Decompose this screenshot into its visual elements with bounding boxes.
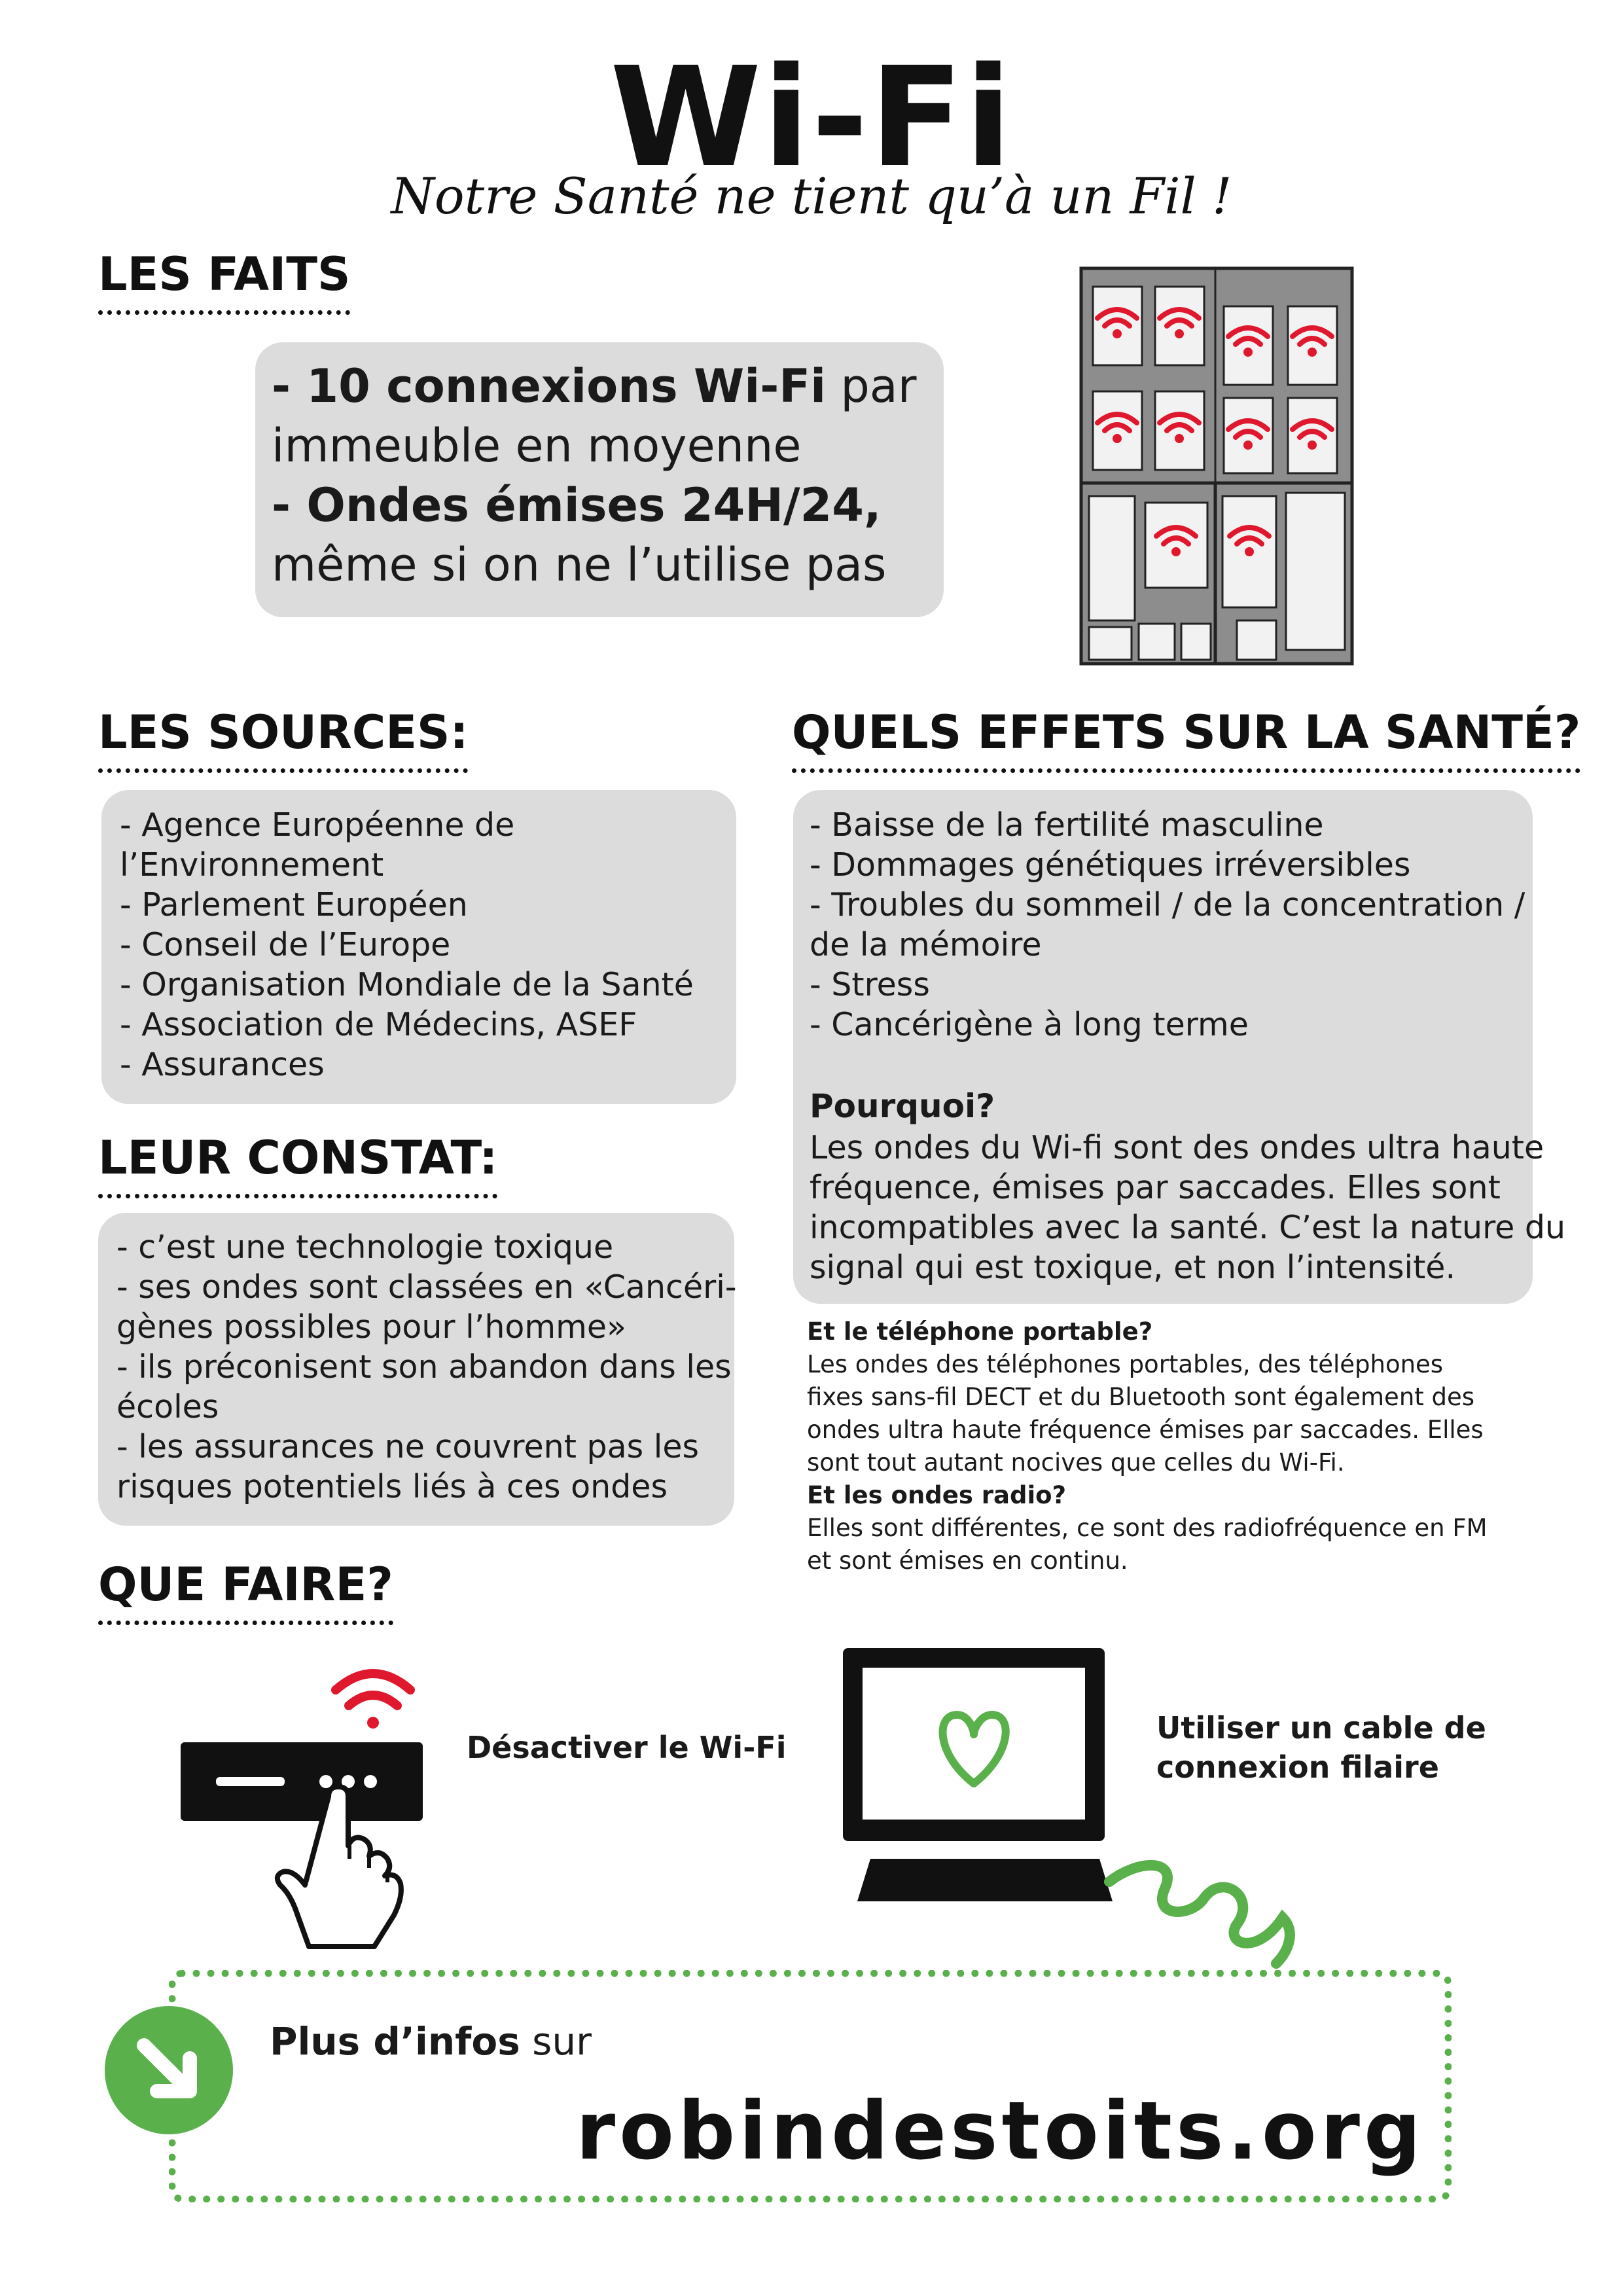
- cable-line1: Utiliser un cable de: [1156, 1710, 1486, 1746]
- cable-line2: connexion filaire: [1156, 1749, 1439, 1785]
- list-item: de la mémoire: [810, 926, 1042, 963]
- list-item: - Cancérigène à long terme: [810, 1006, 1249, 1043]
- list-item: - les assurances ne couvrent pas les: [116, 1428, 700, 1465]
- effects-heading: QUELS EFFETS SUR LA SANTÉ?: [792, 706, 1580, 773]
- phone-title: Et le téléphone portable?: [807, 1318, 1153, 1346]
- list-item: - Agence Européenne de: [120, 806, 515, 844]
- list-item: - Stress: [810, 966, 930, 1003]
- constat-heading: LEUR CONSTAT:: [98, 1131, 497, 1198]
- why-line: incompatibles avec la santé. C’est la nature du: [810, 1209, 1566, 1246]
- arrow-down-right-icon: [103, 2005, 234, 2136]
- more-info-bold: Plus d’infos: [270, 2019, 520, 2064]
- facts-line1-bold: - 10 connexions Wi-Fi: [272, 359, 827, 413]
- list-item: - Organisation Mondiale de la Santé: [120, 966, 694, 1003]
- facts-line3-bold: - Ondes émises 24H/24,: [272, 478, 882, 532]
- more-info: [270, 2019, 592, 2064]
- radio-line: Elles sont différentes, ce sont des radiofréquence en FM: [807, 1514, 1488, 1542]
- list-item: - Assurances: [120, 1046, 325, 1083]
- phone-section: [807, 1316, 1488, 1577]
- facts-line2: immeuble en moyenne: [272, 419, 802, 473]
- why-title: Pourquoi?: [810, 1087, 995, 1125]
- sources-heading: LES SOURCES:: [98, 706, 468, 773]
- why-line: Les ondes du Wi-fi sont des ondes ultra haute: [810, 1129, 1544, 1166]
- list-item: risques potentiels liés à ces ondes: [116, 1468, 668, 1505]
- phone-line: fixes sans-fil DECT et du Bluetooth sont également des: [807, 1383, 1475, 1411]
- list-item: écoles: [116, 1388, 219, 1426]
- why-line: signal qui est toxique, et non l’intensité.: [810, 1249, 1456, 1286]
- disable-wifi-label: Désactiver le Wi-Fi: [467, 1730, 787, 1765]
- cable-label: [1156, 1708, 1486, 1787]
- facts-line1-rest: par: [826, 359, 917, 413]
- facts-heading: LES FAITS: [98, 247, 350, 315]
- phone-line: ondes ultra haute fréquence émises par saccades. Elles: [807, 1416, 1484, 1444]
- list-item: - Association de Médecins, ASEF: [120, 1006, 637, 1043]
- computer-icon: [838, 1643, 1309, 1990]
- why-line: fréquence, émises par saccades. Elles sont: [810, 1169, 1501, 1206]
- list-item: - Troubles du sommeil / de la concentration /: [810, 886, 1525, 924]
- actions-heading: QUE FAIRE?: [98, 1558, 393, 1625]
- page-subtitle: Notre Santé ne tient qu’à un Fil !: [391, 167, 1232, 225]
- phone-line: Les ondes des téléphones portables, des téléphones: [807, 1350, 1444, 1378]
- list-item: - Dommages génétiques irréversibles: [810, 846, 1411, 884]
- radio-line: et sont émises en continu.: [807, 1547, 1128, 1575]
- constat-list: [116, 1227, 737, 1507]
- facts-line4: même si on ne l’utilise pas: [272, 538, 887, 592]
- website-link[interactable]: robindestoits.org: [576, 2085, 1425, 2178]
- radio-title: Et les ondes radio?: [807, 1481, 1067, 1509]
- list-item: - c’est une technologie toxique: [116, 1229, 614, 1266]
- page-title: Wi-Fi: [609, 37, 1014, 198]
- why-text: [810, 1128, 1565, 1287]
- building-icon: [1080, 267, 1355, 666]
- list-item: - ils préconisent son abandon dans les: [116, 1348, 732, 1386]
- list-item: - Parlement Européen: [120, 886, 468, 924]
- more-info-rest: sur: [520, 2019, 592, 2064]
- list-item: - ses ondes sont classées en «Cancéri-: [116, 1268, 737, 1306]
- list-item: - Baisse de la fertilité masculine: [810, 806, 1324, 844]
- phone-line: sont tout autant nocives que celles du Wi-Fi.: [807, 1448, 1345, 1477]
- effects-list: [810, 805, 1525, 1045]
- sources-list: [120, 805, 694, 1085]
- list-item: l’Environnement: [120, 846, 384, 884]
- list-item: - Conseil de l’Europe: [120, 926, 451, 963]
- list-item: gènes possibles pour l’homme»: [116, 1308, 626, 1346]
- router-icon: [177, 1662, 432, 1937]
- facts-text: [272, 357, 916, 595]
